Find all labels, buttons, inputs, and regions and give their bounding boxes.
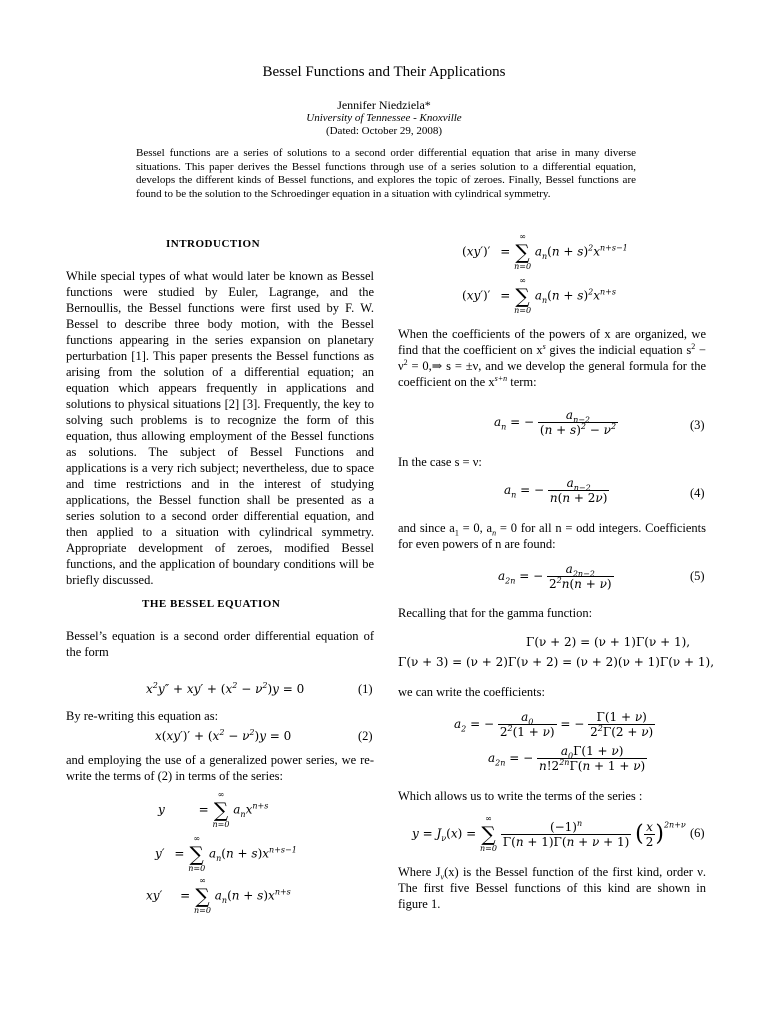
indicial-paragraph: When the coefficients of the powers of x are organized, we find that the coefficient on $x^s$ gives the indicial equation $s^2 - \nu^2$ = 0,⇒ s = ±ν, and we develop the general formula for the coefficient on the $x^{s+n}$ term: <box>398 327 706 389</box>
equation-6: $y = J_\nu(x)$ = ∞ ∑ n=0 $\frac{(-1)^n}{\Gamma(n + 1)\Gamma(n + \nu + 1)}$ ( $\frac{x}{2}$ )$^{2n+\nu}$ <box>412 814 686 853</box>
coefficient-a2n: $a_{2n}$ = − $\frac{a_0\Gamma(1 + \nu)}{n!2^{2n}\Gamma(n + 1 + \nu)}$ <box>488 744 646 773</box>
paper-date: (Dated: October 29, 2008) <box>325 125 443 137</box>
equation-5: $a_{2n}$ = − $\frac{a_{2n-2}}{2^2n(n + \nu)}$ <box>498 562 612 591</box>
equation-number-4: (4) <box>690 486 705 500</box>
equation-number-3: (3) <box>690 418 705 432</box>
equation-number-5: (5) <box>690 569 705 583</box>
series-xy-prime: xy′ = ∞ ∑ n=0 $a_n(n + s)x^{n+s}$ <box>146 876 291 915</box>
equation-1: $x^2y'' + xy' + (x^2 - \nu^2)y = 0$ <box>146 681 305 696</box>
equation-number-1: (1) <box>358 682 373 696</box>
paper-title: Bessel Functions and Their Applications <box>262 64 506 80</box>
section-heading-bessel-equation: THE BESSEL EQUATION <box>142 598 281 610</box>
gamma-intro: Recalling that for the gamma function: <box>398 606 593 620</box>
gamma-identity-2: Γ(ν + 3) = (ν + 2)Γ(ν + 2) = (ν + 2)(ν + 1)Γ(ν + 1), <box>398 655 715 669</box>
series-terms-intro: Which allows us to write the terms of the series : <box>398 789 643 803</box>
coefficient-a2: $a_2$ = − $\frac{a_0}{2^2(1 + \nu)}$ = − $\frac{\Gamma(1 + \nu)}{2^2\Gamma(2 + \nu)}$ <box>454 710 654 739</box>
equation-number-2: (2) <box>358 729 373 743</box>
equation-2: $x(xy')' + (x^2 - \nu^2)y = 0$ <box>155 728 292 743</box>
section-heading-introduction: INTRODUCTION <box>166 238 261 250</box>
power-series-text: and employing the use of a generalized power series, we re-write the terms of (2) in terms of the series: <box>66 753 374 783</box>
equation-number-6: (6) <box>690 826 705 840</box>
gamma-identity-1: Γ(ν + 2) = (ν + 1)Γ(ν + 1), <box>526 635 691 649</box>
author-name: Jennifer Niedziela* <box>337 98 431 112</box>
author-affiliation: University of Tennessee - Knoxville <box>306 112 462 124</box>
coefficients-intro: we can write the coefficients: <box>398 685 545 699</box>
introduction-paragraph: While special types of what would later be known as Bessel functions were studied by Euler, Lagrange, and the Bernoullis, the Bessel functions were first used by F. W. Bessel to describe three body motion, with the Bessel functions appearing in the series expansion on planetary perturbation [1]. This paper presents the Bessel functions as arising from the solution of a differential equation; an equation which appears frequently in applications and solutions to physical situations [2] [3]. Frequently, the key to solving such problems is to recognize the form of this equation, thus allowing employment of the Bessel functions as solutions. The subject of Bessel Functions and applications is a very rich subject; nevertheless, due to space and time restrictions and in the interest of studying applications, the Bessel function shall be presented as a series solution to a second order differential equation, and then applied to a situation with cylindrical symmetry. Appropriate development of zeroes, modified Bessel functions, and the application of boundary conditions will be briefly discussed. <box>66 269 374 587</box>
series-xy-prime-prime: (xy′)′ = ∞ ∑ n=0 $a_n(n + s)^2x^{n+s-1}$ <box>462 232 628 271</box>
equation-4: $a_n$ = − $\frac{a_{n-2}}{n(n + 2\nu)}$ <box>504 476 608 505</box>
series-xy-prime-prime-2: (xy′)′ = ∞ ∑ n=0 $a_n(n + s)^2x^{n+s}$ <box>462 276 616 315</box>
bessel-first-kind-paragraph: Where $J_\nu(x)$ is the Bessel function of the first kind, order ν. The first five Bessel functions of this kind are shown in figure 1. <box>398 865 707 911</box>
equation-3: $a_n$ = − $\frac{a_{n-2}}{(n + s)^2 - \nu^2}$ <box>494 408 617 437</box>
series-y: y = ∞ ∑ n=0 $a_nx^{n+s}$ <box>158 790 269 829</box>
case-s-equals-nu: In the case s = ν: <box>398 455 482 469</box>
abstract: Bessel functions are a series of solutions to a second order differential equation that arise in many diverse situations. This paper derives the Bessel functions through use of a series solution to a differential equation, develops the different kinds of Bessel functions, and explores the topic of zeroes. Finally, Bessel functions are found to be the solution to the Schroedinger equation in a situation with cylindrical symmetry. <box>136 147 636 200</box>
bessel-equation-intro: Bessel’s equation is a second order differential equation of the form <box>66 629 374 659</box>
odd-coefficients-paragraph: and since $a_1 = 0$, $a_n = 0$ for all n = odd integers. Coefficients for even powers of n are found: <box>398 521 706 551</box>
rewrite-text: By re-writing this equation as: <box>66 709 219 723</box>
series-y-prime: y′ = ∞ ∑ n=0 $a_n(n + s)x^{n+s-1}$ <box>155 834 297 873</box>
